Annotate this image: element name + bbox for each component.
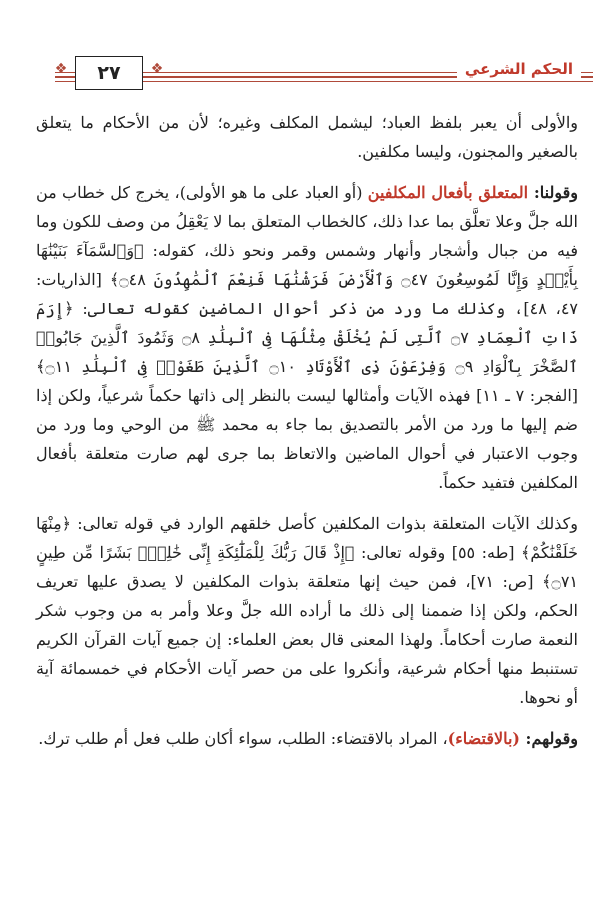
paragraph-lead: وقولنا:	[528, 183, 578, 202]
running-title: الحكم الشرعي	[457, 60, 581, 78]
highlighted-term: المتعلق بأفعال المكلفين	[367, 183, 529, 202]
page-number-box	[75, 56, 143, 90]
paragraph	[36, 509, 578, 712]
paragraph-text: والأولى أن يعبر بلفظ العباد؛ ليشمل المكلف وغيره؛ لأن من الأحكام ما يتعلق بالصغير والمجنون، وليسا مكلفين.	[36, 113, 578, 161]
paragraph-text: ، المراد بالاقتضاء: الطلب، سواء أكان طلب فعل أم طلب ترك.	[38, 729, 448, 748]
paragraph-text: وكذلك الآيات المتعلقة بذوات المكلفين كأصل خلقهم الوارد في قوله تعالى: ﴿مِنْهَا خَلَقْنَٰكُمْ﴾ [طه: ٥٥] وقوله تعالى: ﴿إِذْ قَالَ رَبُّكَ لِلْمَلَٰٓئِكَةِ إِنِّى خَٰلِقٌۢ بَشَرًا مِّن طِينٍ ۝٧١﴾ [ص: ٧١]، فمن حيث إنها متعلقة بذوات المكلفين لا يصدق عليها تعريف الحكم، ولكن إذا ضممنا إلى ذلك ما أراده الله جلَّ وعلا وأمر به من وجوب شكر النعمة صارت أحكاماً. ولهذا المعنى قال بعض العلماء: إن جميع آيات القرآن الكريم تستنبط منها أحكام شرعية، وأنكروا على من حصر آيات الأحكام في خمسمائة آية أو نحوها.	[36, 514, 578, 707]
ornament-icon: ❖	[150, 61, 164, 77]
page-number: ٢٧	[97, 62, 121, 84]
highlighted-term: (بالاقتضاء)	[447, 729, 520, 748]
body-text	[36, 108, 578, 753]
paragraph	[36, 178, 578, 497]
ornament-icon: ❖	[54, 61, 68, 77]
page-header	[0, 50, 615, 100]
paragraph	[36, 724, 578, 753]
paragraph-text: (أو العباد على ما هو الأولى)، يخرج كل خطاب من الله جلَّ وعلا تعلَّق بما عدا ذلك، كالخطاب المتعلق بما لا يَعْقِلُ من وصف للكون وما فيه من جبال وأشجار وأنهار وشمس وقمر ونحو ذلك، كقوله: ﴿وَٱلسَّمَآءَ بَنَيْنَٰهَا بِأَيْي۟دٍ وَإِنَّا لَمُوسِعُونَ ۝٤٧ وَٱلْأَرْضَ فَرَشْنَٰهَا فَنِعْمَ ٱلْمَٰهِدُونَ ۝٤٨﴾ [الذاريات: ٤٧، ٤٨]، وكذلك ما ورد من ذكر أحوال الماضين كقوله تعالى: ﴿إِرَمَ ذَاتِ ٱلْعِمَادِ ۝٧ ٱلَّتِى لَمْ يُخْلَقْ مِثْلُهَا فِى ٱلْبِلَٰدِ ۝٨ وَثَمُودَ ٱلَّذِينَ جَابُوا۟ ٱلصَّخْرَ بِٱلْوَادِ ۝٩ وَفِرْعَوْنَ ذِى ٱلْأَوْتَادِ ۝١٠ ٱلَّذِينَ طَغَوْا۟ فِى ٱلْبِلَٰدِ ۝١١﴾ [الفجر: ٧ ـ ١١] فهذه الآيات وأمثالها ليست بالنظر إلى ذاتها حكماً شرعياً، ولكن إذا ضم إليها ما ورد من الأمر بالتصديق بما جاء به محمد ﷺ من الوحي وما ورد من وجوب الاعتبار في أحوال الماضين والاتعاظ بما جرى لهم صارت متعلقة بأفعال المكلفين فتفيد حكماً.	[36, 183, 579, 492]
paragraph	[36, 108, 578, 166]
paragraph-lead: وقولهم:	[519, 729, 578, 748]
